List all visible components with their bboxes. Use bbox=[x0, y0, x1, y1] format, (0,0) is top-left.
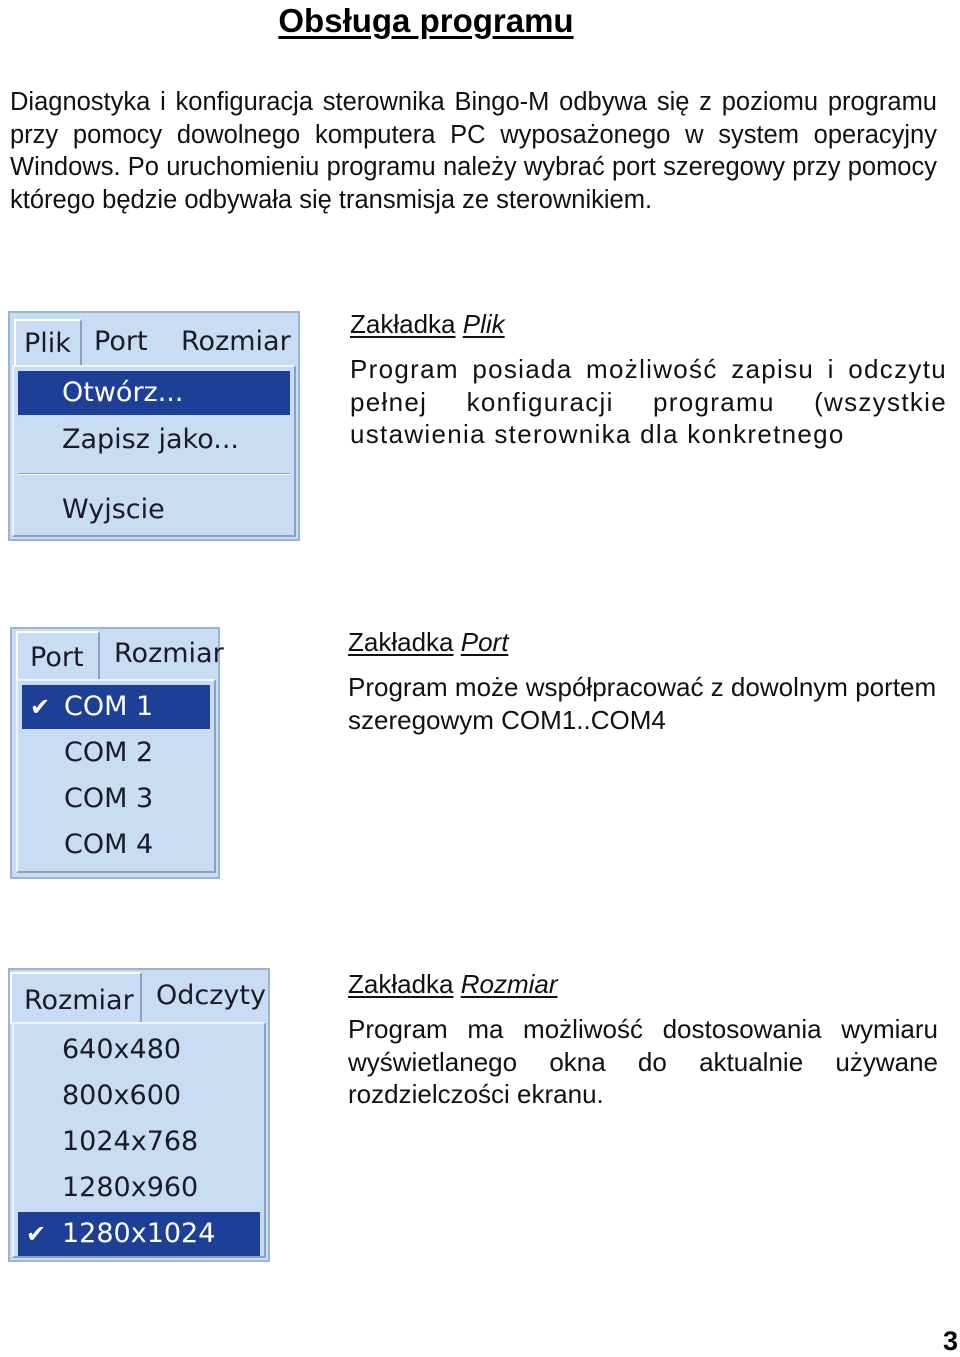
page-title: Obsługa programu bbox=[278, 2, 574, 39]
tab-plik[interactable] bbox=[14, 319, 82, 367]
port-menu-screenshot bbox=[10, 627, 224, 879]
menu-bar bbox=[12, 629, 224, 679]
menu-item-otworz[interactable]: Otwórz... bbox=[18, 371, 290, 415]
tab-odczyty[interactable]: Odczyty bbox=[156, 980, 266, 1011]
tab-port-label: Port bbox=[30, 642, 84, 673]
rozmiar-menu-screenshot bbox=[8, 968, 270, 1262]
tab-port[interactable]: Port bbox=[94, 326, 148, 357]
menu-item-640x480[interactable]: 640x480 bbox=[62, 1034, 182, 1065]
menu-item-com3[interactable]: COM 3 bbox=[64, 783, 154, 814]
tab-rozmiar[interactable] bbox=[10, 972, 142, 1024]
rozmiar-dropdown bbox=[12, 1022, 266, 1258]
menu-item-1024x768[interactable]: 1024x768 bbox=[62, 1126, 199, 1157]
menu-item-com4[interactable]: COM 4 bbox=[64, 829, 154, 860]
port-body: Program może współpracować z dowolnym portem szeregowym COM1..COM4 bbox=[348, 672, 937, 735]
menu-item-zapisz-jako[interactable]: Zapisz jako... bbox=[62, 424, 240, 455]
menu-item-1280x1024[interactable]: ✔ 1280x1024 bbox=[18, 1212, 260, 1256]
rozmiar-body: Program ma możliwość dostosowania wymiaru wyświetlanego okna do aktualnie używane rozdzielczości ekranu. bbox=[348, 1014, 938, 1109]
intro-paragraph: Diagnostyka i konfiguracja sterownika Bingo-M odbywa się z poziomu programu przy pomocy dowolnego komputera PC wyposażonego w system operacyjny Windows. Po uruchomieniu programu należy wybrać port szeregowy przy pomocy którego będzie odbywała się transmisja ze sterownikiem. bbox=[10, 88, 937, 214]
tab-rozmiar-label: Rozmiar bbox=[24, 985, 134, 1016]
plik-description bbox=[350, 308, 947, 451]
port-dropdown bbox=[16, 679, 216, 873]
menu-item-com2[interactable]: COM 2 bbox=[64, 737, 154, 768]
tab-rozmiar[interactable]: Rozmiar bbox=[181, 326, 291, 357]
checkmark-icon: ✔ bbox=[30, 693, 51, 721]
menu-item-800x600[interactable]: 800x600 bbox=[62, 1080, 182, 1111]
plik-body: Program posiada możliwość zapisu i odczytu pełnej konfiguracji programu (wszystkie ustawienia sterownika dla konkretnego bbox=[350, 354, 947, 449]
plik-menu-screenshot bbox=[8, 311, 300, 541]
rozmiar-heading: Zakładka Rozmiar bbox=[348, 969, 558, 999]
plik-heading: Zakładka Plik bbox=[350, 309, 505, 339]
tab-port[interactable] bbox=[16, 631, 100, 681]
rozmiar-description bbox=[348, 968, 938, 1111]
menu-item-com1[interactable]: ✔ COM 1 bbox=[22, 685, 210, 729]
menu-separator bbox=[18, 473, 290, 475]
tab-rozmiar[interactable]: Rozmiar bbox=[114, 638, 224, 669]
menu-bar bbox=[10, 313, 298, 365]
checkmark-icon: ✔ bbox=[26, 1220, 47, 1248]
port-heading: Zakładka Port bbox=[348, 627, 509, 657]
menu-item-1280x960[interactable]: 1280x960 bbox=[62, 1172, 199, 1203]
port-description bbox=[348, 626, 938, 736]
menu-bar bbox=[10, 970, 268, 1022]
page-number: 3 bbox=[942, 1326, 958, 1356]
menu-item-wyjscie[interactable]: Wyjscie bbox=[62, 494, 165, 525]
plik-dropdown bbox=[12, 365, 296, 537]
tab-plik-label: Plik bbox=[24, 328, 71, 359]
